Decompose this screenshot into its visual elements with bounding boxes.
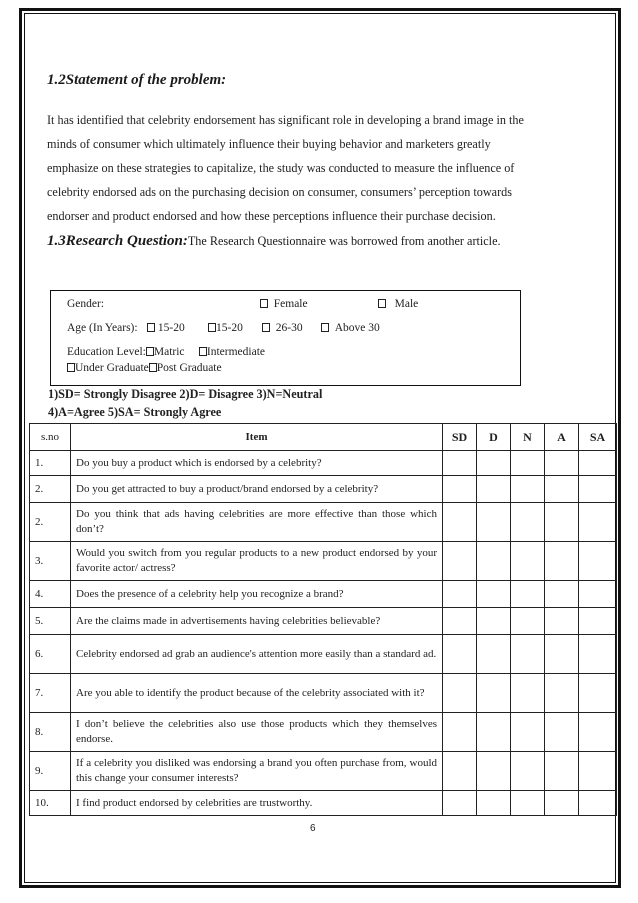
table-row [30, 476, 617, 503]
education-label: Education Level: [67, 346, 146, 358]
response-cell-sa[interactable] [579, 713, 617, 752]
response-cell-sa[interactable] [579, 608, 617, 635]
response-cell-sa[interactable] [579, 542, 617, 581]
response-cell-d[interactable] [477, 542, 511, 581]
header-item: Item [71, 424, 443, 451]
response-cell-a[interactable] [545, 791, 579, 816]
table-row [30, 503, 617, 542]
response-cell-sd[interactable] [443, 752, 477, 791]
response-cell-a[interactable] [545, 451, 579, 476]
age-option-label: Above 30 [334, 322, 380, 334]
demographics-box [50, 290, 521, 386]
matric-label: Matric [153, 346, 185, 358]
questionnaire-table [29, 423, 617, 816]
response-cell-n[interactable] [511, 451, 545, 476]
age-option-2[interactable] [208, 322, 243, 334]
response-cell-n[interactable] [511, 791, 545, 816]
response-cell-sd[interactable] [443, 674, 477, 713]
male-option[interactable] [378, 298, 418, 310]
row-sno: 8. [30, 713, 71, 752]
row-item: Are you able to identify the product because of the celebrity associated with it? [71, 674, 443, 713]
checkbox-icon[interactable] [262, 323, 270, 332]
response-cell-n[interactable] [511, 635, 545, 674]
section-heading-research-question: 1.3Research Question: [47, 233, 188, 249]
header-sno: s.no [30, 424, 71, 451]
header-a: A [545, 424, 579, 451]
checkbox-icon[interactable] [147, 323, 155, 332]
header-d: D [477, 424, 511, 451]
paragraph-line: celebrity endorsed ads on the purchasing decision on consumer, consumers’ perception towards [47, 185, 512, 200]
age-option-1[interactable] [147, 322, 185, 334]
gender-label: Gender: [67, 298, 105, 310]
response-cell-sd[interactable] [443, 581, 477, 608]
response-cell-n[interactable] [511, 752, 545, 791]
matric-option[interactable] [146, 346, 185, 358]
paragraph-line: endorser and product endorsed and how these perceptions influence their purchase decision. [47, 209, 496, 224]
under-graduate-label: Under Graduate [75, 362, 149, 374]
table-row [30, 674, 617, 713]
age-option-label: 15-20 [216, 322, 243, 334]
response-cell-sd[interactable] [443, 635, 477, 674]
row-item: Do you think that ads having celebrities are more effective than those which don’t? [71, 503, 443, 542]
row-item: I find product endorsed by celebrities are trustworthy. [71, 791, 443, 816]
row-sno: 2. [30, 476, 71, 503]
row-item: Are the claims made in advertisements having celebrities believable? [71, 608, 443, 635]
education-line [67, 346, 265, 358]
row-item: Do you buy a product which is endorsed by a celebrity? [71, 451, 443, 476]
response-cell-n[interactable] [511, 503, 545, 542]
response-cell-d[interactable] [477, 451, 511, 476]
checkbox-icon[interactable] [378, 299, 386, 308]
research-question-text: The Research Questionnaire was borrowed from another article. [187, 234, 501, 248]
response-cell-d[interactable] [477, 791, 511, 816]
response-cell-d[interactable] [477, 752, 511, 791]
response-cell-sd[interactable] [443, 608, 477, 635]
response-cell-a[interactable] [545, 635, 579, 674]
checkbox-icon[interactable] [208, 323, 216, 332]
header-sd: SD [443, 424, 477, 451]
scale-legend-line-1: 1)SD= Strongly Disagree 2)D= Disagree 3)N=Neutral [48, 387, 323, 401]
row-sno: 10. [30, 791, 71, 816]
table-row [30, 542, 617, 581]
response-cell-a[interactable] [545, 503, 579, 542]
page-number: 6 [310, 823, 316, 834]
response-cell-sa[interactable] [579, 451, 617, 476]
checkbox-icon[interactable] [321, 323, 329, 332]
row-sno: 9. [30, 752, 71, 791]
under-graduate-option[interactable] [67, 362, 149, 374]
row-item: If a celebrity you disliked was endorsing a brand you often purchase from, would this change your consumer interests? [71, 752, 443, 791]
row-item: I don’t believe the celebrities also use those products which they themselves endorse. [71, 713, 443, 752]
checkbox-icon[interactable] [199, 347, 207, 356]
paragraph-line: It has identified that celebrity endorsement has significant role in developing a brand image in the [47, 113, 524, 127]
response-cell-n[interactable] [511, 713, 545, 752]
response-cell-a[interactable] [545, 581, 579, 608]
response-cell-a[interactable] [545, 608, 579, 635]
age-label: Age (In Years): [67, 322, 138, 334]
response-cell-sd[interactable] [443, 451, 477, 476]
header-sa: SA [579, 424, 617, 451]
response-cell-sa[interactable] [579, 791, 617, 816]
post-graduate-label: Post Graduate [156, 362, 222, 374]
response-cell-d[interactable] [477, 581, 511, 608]
response-cell-a[interactable] [545, 713, 579, 752]
row-item: Do you get attracted to buy a product/brand endorsed by a celebrity? [71, 476, 443, 503]
row-item: Would you switch from you regular products to a new product endorsed by your favorite actor/ actress? [71, 542, 443, 581]
checkbox-icon[interactable] [260, 299, 268, 308]
header-n: N [511, 424, 545, 451]
row-sno: 5. [30, 608, 71, 635]
paragraph-line: emphasize on these strategies to capitalize, the study was conducted to measure the influence of [47, 161, 515, 176]
response-cell-sd[interactable] [443, 791, 477, 816]
paragraph-line: minds of consumer which ultimately influence their buying behavior and marketers greatly [47, 137, 491, 152]
checkbox-icon[interactable] [146, 347, 154, 356]
intermediate-label: Intermediate [206, 346, 266, 358]
row-item: Does the presence of a celebrity help you recognize a brand? [71, 581, 443, 608]
row-sno: 1. [30, 451, 71, 476]
table-header-row [30, 424, 617, 451]
response-cell-a[interactable] [545, 542, 579, 581]
response-cell-d[interactable] [477, 476, 511, 503]
section-heading-statement: 1.2Statement of the problem: [47, 72, 227, 88]
age-option-label: 15-20 [157, 322, 185, 334]
table-row [30, 752, 617, 791]
response-cell-d[interactable] [477, 635, 511, 674]
checkbox-icon[interactable] [149, 363, 157, 372]
response-cell-sa[interactable] [579, 503, 617, 542]
response-cell-d[interactable] [477, 608, 511, 635]
response-cell-a[interactable] [545, 752, 579, 791]
response-cell-a[interactable] [545, 674, 579, 713]
female-label: Female [273, 298, 308, 310]
table-row [30, 791, 617, 816]
scale-legend-line-2: 4)A=Agree 5)SA= Strongly Agree [48, 405, 222, 419]
row-item: Celebrity endorsed ad grab an audience's attention more easily than a standard ad. [71, 635, 443, 674]
age-option-3[interactable] [262, 322, 303, 334]
response-cell-d[interactable] [477, 503, 511, 542]
response-cell-sa[interactable] [579, 581, 617, 608]
table-row [30, 713, 617, 752]
row-sno: 6. [30, 635, 71, 674]
response-cell-sa[interactable] [579, 476, 617, 503]
response-cell-n[interactable] [511, 581, 545, 608]
response-cell-a[interactable] [545, 476, 579, 503]
response-cell-n[interactable] [511, 674, 545, 713]
research-question-line [47, 233, 501, 250]
female-option[interactable] [260, 298, 308, 310]
intermediate-option[interactable] [199, 346, 265, 358]
row-sno: 7. [30, 674, 71, 713]
male-label: Male [394, 298, 419, 310]
response-cell-sd[interactable] [443, 713, 477, 752]
table-row [30, 635, 617, 674]
response-cell-n[interactable] [511, 542, 545, 581]
age-option-label: 26-30 [275, 322, 303, 334]
response-cell-n[interactable] [511, 476, 545, 503]
row-sno: 3. [30, 542, 71, 581]
problem-statement-paragraph [47, 108, 567, 228]
response-cell-d[interactable] [477, 674, 511, 713]
graduate-line [67, 362, 222, 374]
table-row [30, 608, 617, 635]
table-row [30, 581, 617, 608]
response-cell-sd[interactable] [443, 542, 477, 581]
row-sno: 2. [30, 503, 71, 542]
age-option-4[interactable] [321, 322, 380, 334]
response-cell-sa[interactable] [579, 752, 617, 791]
response-cell-sd[interactable] [443, 503, 477, 542]
post-graduate-option[interactable] [149, 362, 222, 374]
response-cell-sd[interactable] [443, 476, 477, 503]
table-row [30, 451, 617, 476]
row-sno: 4. [30, 581, 71, 608]
response-cell-n[interactable] [511, 608, 545, 635]
checkbox-icon[interactable] [67, 363, 75, 372]
response-cell-sa[interactable] [579, 635, 617, 674]
response-cell-sa[interactable] [579, 674, 617, 713]
response-cell-d[interactable] [477, 713, 511, 752]
